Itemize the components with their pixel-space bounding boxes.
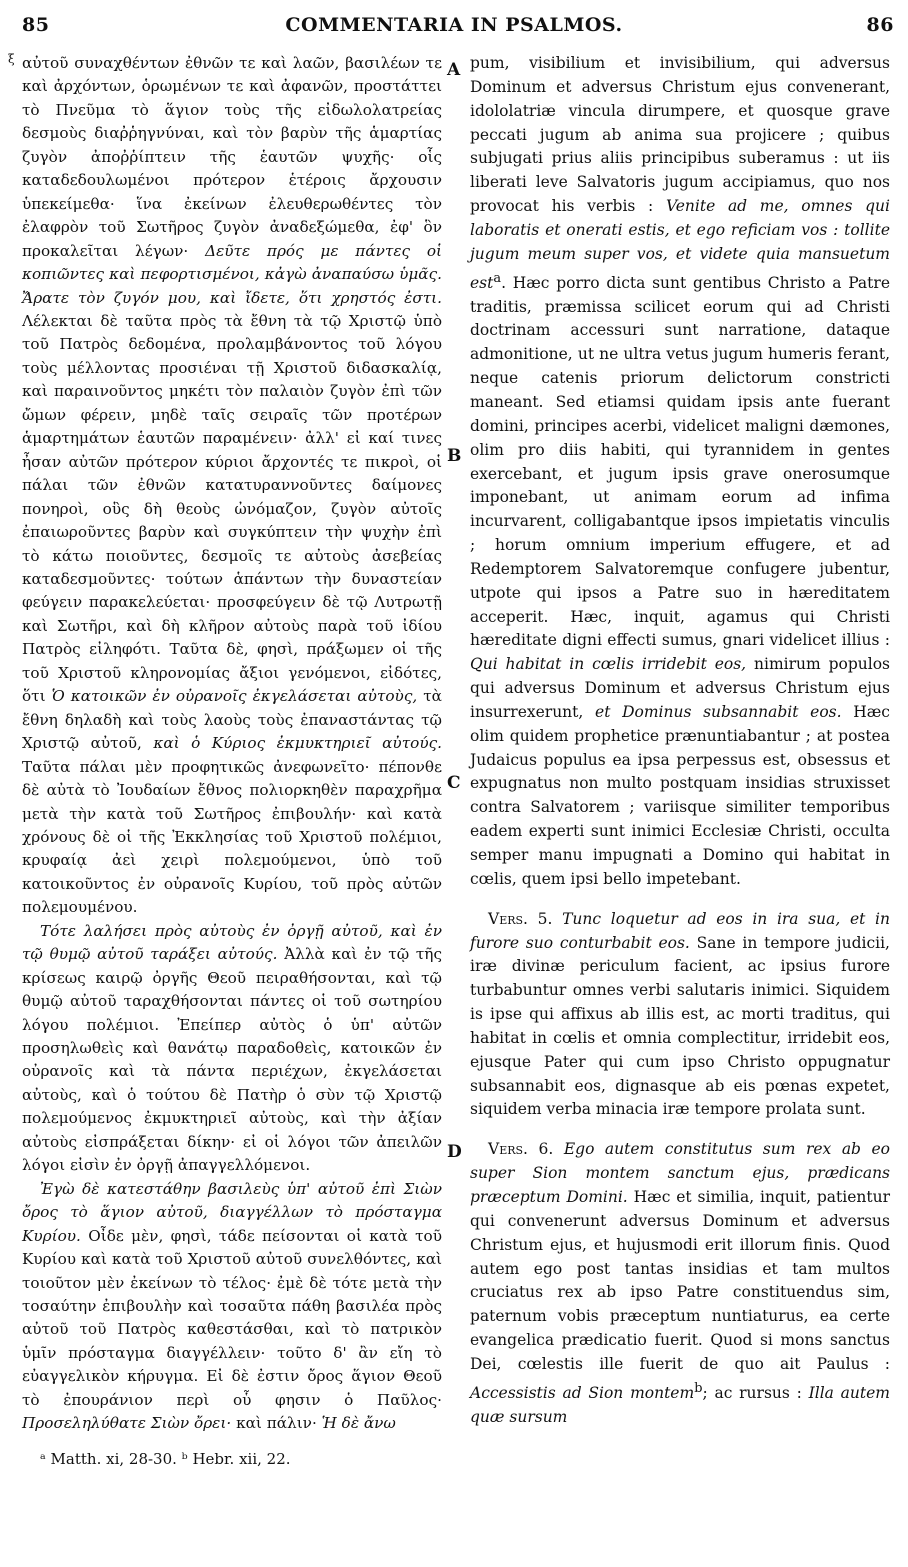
greek-column (22, 52, 442, 1436)
page-number-right: 86 (866, 14, 894, 36)
latin-paragraph-1 (470, 52, 890, 892)
greek-paragraph-2 (22, 920, 442, 1178)
greek-verse: Ἐγὼ δὲ κατεστάθην βασιλεὺς ὑπ' αὐτοῦ ἐπὶ Σιὼν ὄρος τὸ ἅγιον αὐτοῦ, διαγγέλλων τὸ πρόσταγμα Κυρίου. (22, 1179, 442, 1245)
greek-text: Ταῦτα πάλαι μὲν προφητικῶς ἀνεφωνεῖτο· πέπονθε δὲ αὐτὰ τὸ Ἰουδαίων ἔθνος πολιορκηθὲν παραχρῆμα μετὰ τὴν κατὰ τοῦ Σωτῆρος ἐπιβουλήν· καὶ κατὰ χρόνους δὲ οἱ τῆς Ἐκκλησίας τοῦ Χριστοῦ πολέμιοι, κρυφαίᾳ ἀεὶ χειρὶ πολεμούμενοι, ὑπὸ τοῦ κατοικοῦντος ἐν οὐρανοῖς Κυρίου, τοῦ πρὸς αὐτῶν πολεμουμένου. (22, 757, 442, 917)
greek-paragraph-1 (22, 52, 442, 920)
running-header (0, 14, 908, 40)
greek-paragraph-3 (22, 1178, 442, 1436)
greek-text: αὐτοῦ συναχθέντων ἐθνῶν τε καὶ λαῶν, βασιλέων τε καὶ ἀρχόντων, ὁρωμένων τε καὶ ἀφανῶν, προστάττει τὸ Πνεῦμα τὸ ἅγιον τοὺς τῆς εἰδωλολατρείας δεσμοὺς διαῤῥηγνύναι, καὶ τὸν βαρὺν τῆς ἁμαρτίας ζυγὸν ἀποῤῥίπτειν τῆς ἑαυτῶν ψυχῆς· οἷς καταδεδουλωμένοι πρότερον ἑτέροις ἄρχουσιν ὑπεκείμεθα· ἵνα ἐκείνων ἐλευθερωθέντες τὸν ἐλαφρὸν τοῦ Σωτῆρος ζυγὸν ἀναδεξώμεθα, ἐφ' ὃν προκαλεῖται λέγων· (22, 54, 442, 260)
margin-star: ξ (8, 52, 15, 66)
footnote-ref: a (493, 270, 502, 286)
greek-quote: καὶ ὁ Κύριος ἐκμυκτηριεῖ αὐτούς. (153, 734, 442, 753)
latin-quote: Illa autem quæ sursum (470, 1383, 891, 1426)
latin-text: . Hæc porro dicta sunt gentibus Christo a Patre traditis, præmissa scilicet eorum qui ad Christi doctrinam accessuri sunt narratione, dataque admonitione, ut ne ultra vetus jugum humeris ferant, neque catenis priorum delictorum constricti maneant. Sed etiamsi quidam ipsis ante fuerant domini, principes acerbi, videlicet maligni dæmones, olim pro diis habiti, qui tyrannidem in gentes exercebant, et jugum ipsis grave onerosumque imponebant, ut animam eorum ad infima incurvarent, colligabantque ipsos impietatis vinculis ; horum omnium imperium effugere, et ad Redemptorem Salvatoremque confugere jubentur, utpote qui ipsos a Patre suo in hæreditatem acceperit. Hæc, inquit, agamus qui Christi hæreditate digni effecti sumus, gnari videlicet illius : (470, 273, 890, 650)
page-number-left: 85 (22, 14, 50, 36)
latin-column (470, 52, 890, 1430)
latin-paragraph-2 (470, 908, 890, 1123)
greek-text: Ἀλλὰ καὶ ἐν τῷ τῆς κρίσεως καιρῷ ὀργῆς Θεοῦ πειραθήσονται, καὶ τῷ θυμῷ αὐτοῦ ταραχθήσονται πάντες οἱ τοῦ σωτηρίου λόγου πολέμιοι. Ἐπείπερ αὐτὸς ὁ ὑπ' αὐτῶν προσηλωθεὶς καὶ θανάτῳ παραδοθεὶς, κατοικῶν ἐν οὐρανοῖς καὶ τὰ πάντα περιέχων, ἐκγελάσεται αὐτοὺς, καὶ ὁ τούτου δὲ Πατὴρ ὁ σὺν τῷ Χριστῷ πολεμούμενος ἐκμυκτηριεῖ αὐτοὺς, καὶ τὴν ἀξίαν αὐτοὺς εἰσπράξεται δίκην· εἰ οἱ λόγοι τῶν ἀπειλῶν λόγοι εἰσὶν ἐν ὀργῇ ἀπαγγελλόμενοι. (22, 945, 442, 1175)
latin-quote: et Dominus subsannabit eos. (595, 702, 842, 721)
latin-text: nimirum populos qui adversus Dominum et adversus Christum ejus insurrexerunt, (470, 655, 890, 721)
footnote-ref: b (694, 1380, 703, 1396)
latin-quote: Qui habitat in cœlis irridebit eos, (470, 655, 747, 674)
latin-text: Sane in tempore judicii, iræ divinæ periculum facient, ac ipsius furore turbabuntur omnes verbi salutaris inimici. Siquidem is ipse qui affixus ab illis est, ac morti traditus, qui habitat in cœlis et omnia complectitur, irridebit eos, ejusque Pater qui cum ipso Christo oppugnatur subsannabit eos, dignasque ab eis pœnas expetet, siquidem verba minacia iræ tempore prolata sunt. (470, 933, 890, 1119)
greek-quote: Ἡ δὲ ἄνω (321, 1414, 396, 1433)
latin-text: Hæc olim quidem prophetice prænuntiabantur ; at postea Judaicus populus ea ipsa perpessus est, obsessus et expugnatus non multo postquam insidias struxisset contra Salvatorem ; variisque similiter temporibus eadem experti sunt inimici Ecclesiæ Christi, occulta semper manu impugnati a Domino qui habitat in cœlis, quem ipsi bello impetebant. (470, 702, 890, 888)
latin-verse: Ego autem constitutus sum rex ab eo super Sion montem sanctum ejus, prædicans præceptum Domini. (470, 1140, 891, 1206)
greek-text: τὰ ἔθνη δηλαδὴ καὶ τοὺς λαοὺς τοὺς ἐπαναστάντας τῷ Χριστῷ αὐτοῦ, (22, 687, 442, 753)
greek-text: Οἶδε μὲν, φησὶ, τάδε πείσονται οἱ κατὰ τοῦ Κυρίου καὶ κατὰ τοῦ Χριστοῦ αὐτοῦ συνελθόντες, καὶ τοιοῦτον μὲν ἐκείνων τὸ τέλος· ἐμὲ δὲ τότε μετὰ τὴν τοσαύτην ἐπιβουλὴν καὶ τοσαῦτα πάθη βασιλέα πρὸς αὐτοῦ τοῦ Πατρὸς καθεστάσθαι, καὶ τὸ πατρικὸν ὑμῖν πρόσταγμα διαγγέλλειν· τοῦτο δ' ἂν εἴη τὸ εὐαγγελικὸν κήρυγμα. Εἰ δὲ ἐστιν ὄρος ἅγιον Θεοῦ τὸ ἐπουράνιον περὶ οὗ φησιν ὁ Παῦλος· (22, 1226, 442, 1409)
latin-text: ; ac rursus : (702, 1383, 802, 1402)
column-marker-d: D (447, 1142, 462, 1162)
verse-label: Vers. 6. (488, 1140, 554, 1159)
verse-label: Vers. 5. (488, 909, 553, 928)
greek-text: καὶ πάλιν· (236, 1414, 317, 1433)
column-marker-b: B (447, 446, 462, 466)
footnotes: ᵃ Matth. xi, 28-30. ᵇ Hebr. xii, 22. (40, 1450, 291, 1468)
greek-quote: Δεῦτε πρός με πάντες οἱ κοπιῶντες καὶ πεφορτισμένοι, κἀγὼ ἀναπαύσω ὑμᾶς. Ἄρατε τὸν ζυγόν μου, καὶ ἴδετε, ὅτι χρηστός ἐστι. (22, 241, 442, 307)
greek-quote: Προσεληλύθατε Σιὼν ὄρει· (22, 1414, 232, 1433)
column-marker-a: A (447, 60, 461, 80)
greek-quote: Ὁ κατοικῶν ἐν οὐρανοῖς ἐκγελάσεται αὐτοὺς, (51, 687, 418, 706)
latin-verse: Tunc loquetur ad eos in ira sua, et in furore suo conturbabit eos. (470, 909, 890, 952)
latin-paragraph-3 (470, 1138, 890, 1429)
latin-text: pum, visibilium et invisibilium, qui adversus Dominum et adversus Christum ejus convenerant, idololatriæ vincula dirumpere, et quosque grave peccati jugum ab anima sua projicere ; quibus subjugati prius aliis principibus suberamus : ut iis liberati leve Salvatoris jugum accipiamus, quo nos provocat his verbis : (470, 54, 890, 216)
running-title: COMMENTARIA IN PSALMOS. (285, 14, 623, 36)
greek-verse: Τότε λαλήσει πρὸς αὐτοὺς ἐν ὀργῇ αὐτοῦ, καὶ ἐν τῷ θυμῷ αὐτοῦ ταράξει αὐτούς. (22, 921, 442, 964)
greek-text: Λέλεκται δὲ ταῦτα πρὸς τὰ ἔθνη τὰ τῷ Χριστῷ ὑπὸ τοῦ Πατρὸς δεδομένα, προλαμβάνοντος τοῦ λόγου τοὺς μέλλοντας προσιέναι τῇ Χριστοῦ διδασκαλίᾳ, καὶ παραινοῦντος μηκέτι τὸν παλαιὸν ζυγὸν ἐπὶ τῶν ὤμων φέρειν, μηδὲ ταῖς σειραῖς τῶν προτέρων ἁμαρτημάτων ἑαυτῶν παραμένειν· ἀλλ' εἰ καί τινες ἦσαν αὐτῶν πρότερον κύριοι ἄρχοντές τε πικροὶ, οἱ πάλαι τῶν ἐθνῶν κατατυραννοῦντες δαίμονες πονηροὶ, οὓς δὴ θεοὺς ὠνόμαζον, ζυγὸν αὐτοῖς ἐπαιωροῦντες βαρὺν καὶ συγκύπτειν τὴν ψυχὴν ἐπὶ τὸ κάτω ποιοῦντες, δεσμοῖς τε αὐτοὺς ἀσεβείας καταδεσμοῦντες· τούτων ἁπάντων τὴν δυναστείαν φεύγειν παρακελεύεται· προσφεύγειν δὲ τῷ Λυτρωτῇ καὶ Σωτῆρι, καὶ δὴ κλῆρον αὐτοὺς παρὰ τοῦ ἰδίου Πατρὸς εἰληφότι. Ταῦτα δὲ, φησὶ, πράξωμεν οἱ τῆς τοῦ Χριστοῦ κληρονομίας ἄξιοι γενόμενοι, εἰδότες, ὅτι (22, 311, 442, 706)
column-marker-c: C (447, 773, 461, 793)
latin-quote: Accessistis ad Sion montem (470, 1383, 695, 1402)
latin-quote: Venite ad me, omnes qui laboratis et onerati estis, et ego reficiam vos : tollite jugum meum super vos, et videte quia mansuetum est (470, 197, 890, 292)
latin-text: Hæc et similia, inquit, patientur qui convenerunt adversus Dominum et adversus Christum ejus, et hujusmodi erit illorum finis. Quod autem ego post tantas insidias et tam multos cruciatus rex ab ipso Patre constituendus sim, paternum vobis præceptum nuntiaturus, ea certe evangelica prædicatio fuerit. Quod si mons sanctus Dei, cœlestis ille fuerit de quo ait Paulus : (470, 1187, 891, 1373)
